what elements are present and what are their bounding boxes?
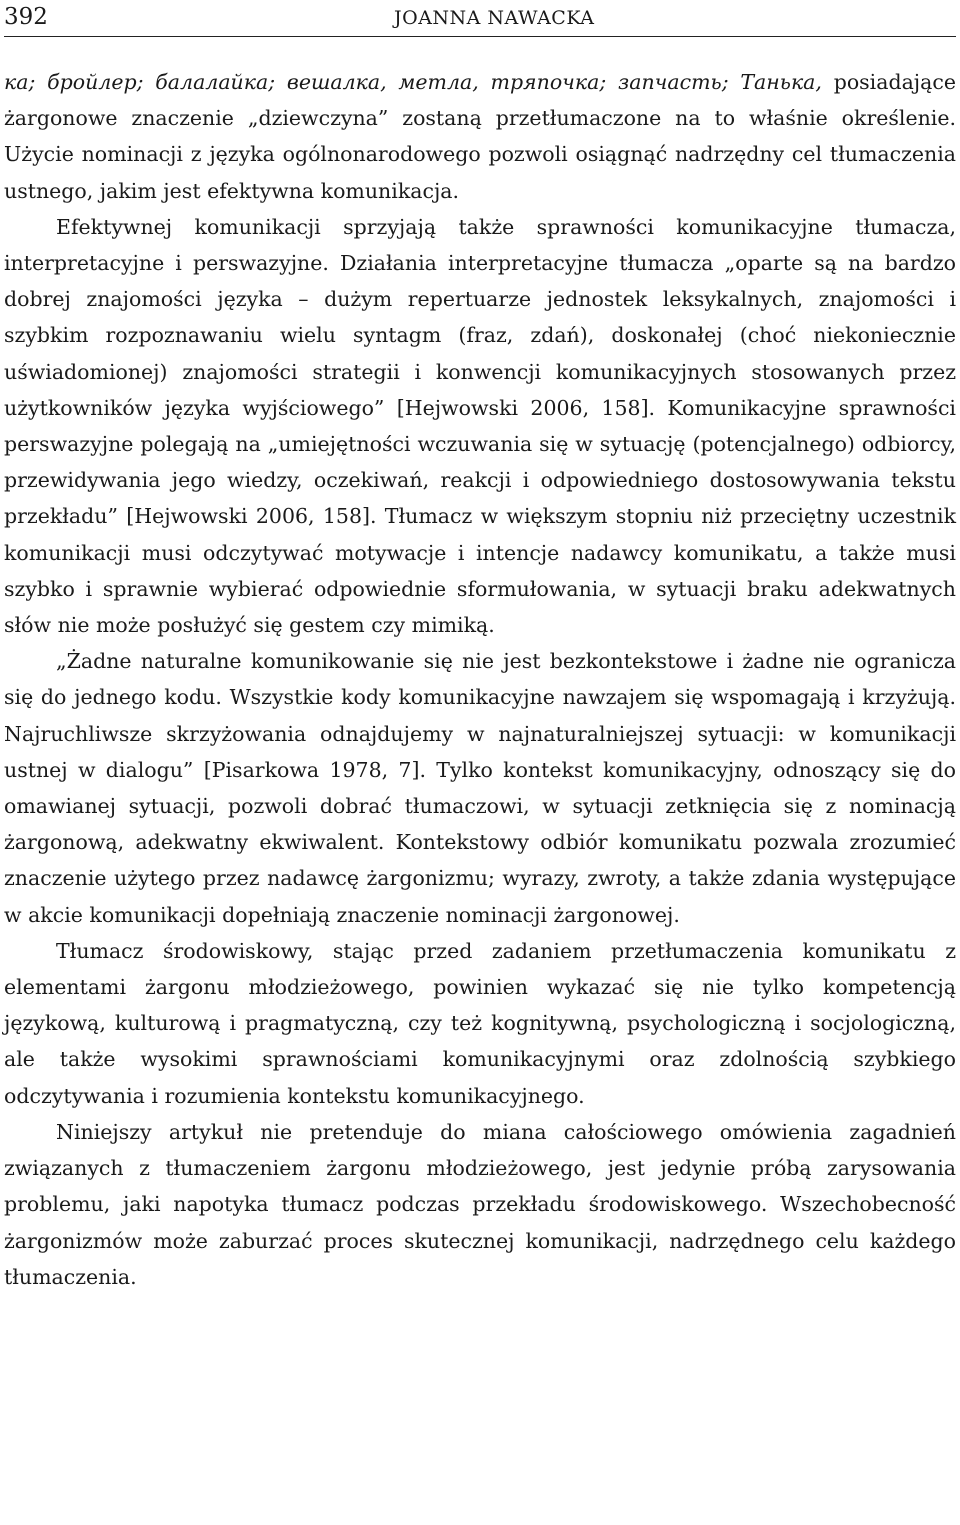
cyrillic-examples: ка; бройлер; балалайка; вешалка, метла, тряпочка; запчасть; Танька, [4,70,822,94]
page [4,0,956,1295]
paragraph: Tłumacz środowiskowy, stając przed zadaniem przetłumaczenia komunikatu z elementami żargonu młodzieżowego, powinien wykazać się nie tylko kompetencją językową, kulturową i pragmatyczną, czy też kognitywną, psychologiczną i socjologiczną, ale także wysokimi sprawnościami komunikacyjnymi oraz zdolnością szybkiego odczytywania i rozumienia kontekstu komunikacyjnego. [4,938,956,1108]
running-head-author: JOANNA NAWACKA [394,7,595,29]
running-head [4,0,956,37]
body-text [4,64,956,1295]
paragraph-continued [4,64,956,209]
paragraph: Efektywnej komunikacji sprzyjają także sprawności komunikacyjne tłumacza, interpretacyjne i perswazyjne. Działania interpretacyjne tłumacza „oparte są na bardzo dobrej znajomości języka – dużym repertuarze jednostek leksykalnych, znajomości i szybkim rozpoznawaniu wielu syntagm (fraz, zdań), doskonałej (choć niekoniecznie uświadomionej) znajomości strategii i konwencji komunikacyjnych stosowanych przez użytkowników języka wyjściowego” [Hejwowski 2006, 158]. Komunikacyjne sprawności perswazyjne polegają na „umiejętności wczuwania się w sytuację (potencjalnego) odbiorcy, przewidywania jego wiedzy, oczekiwań, reakcji i odpowiedniego dostosowywania tekstu przekładu” [Hejwowski 2006, 158]. Tłumacz w większym stopniu niż przeciętny uczestnik komunikacji musi odczytywać motywacje i intencje nadawcy komunikatu, a także musi szybko i sprawnie wybierać odpowiednie sformułowania, w sytuacji braku adekwatnych słów nie może posłużyć się gestem czy mimiką. [4,214,956,638]
paragraph: „Żadne naturalne komunikowanie się nie jest bezkontekstowe i żadne nie ogranicza się do jednego kodu. Wszystkie kody komunikacyjne nawzajem się wspomagają i krzyżują. Najruchliwsze skrzyżowania odnajdujemy w najnaturalniejszej sytuacji: w komunikacji ustnej w dialogu” [Pisarkowa 1978, 7]. Tylko kontekst komunikacyjny, odnoszący się do omawianej sytuacji, pozwoli dobrać tłumaczowi, w sytuacji zetknięcia się z nominacją żargonową, adekwatny ekwiwalent. Kontekstowy odbiór komunikatu pozwala zrozumieć znaczenie użytego przez nadawcę żargonizmu; wyrazy, zwroty, a także zdania występujące w akcie komunikacji dopełniają znaczenie nominacji żargonowej. [4,649,956,927]
paragraph: Niniejszy artykuł nie pretenduje do miana całościowego omówienia zagadnień związanych z tłumaczeniem żargonu młodzieżowego, jest jedynie próbą zarysowania problemu, jaki napotyka tłumacz podczas przekładu środowiskowego. Wszechobecność żargonizmów może zaburzać proces skutecznej komunikacji, nadrzędnego celu każdego tłumaczenia. [4,1119,956,1289]
paragraph-text: posiadające żargonowe znaczenie „dziewczyna” zostaną przetłumaczone na to właśnie określenie. Użycie nominacji z języka ogólnonarodowego pozwoli osiągnąć nadrzędny cel tłumaczenia ustnego, jakim jest efektywna komunikacja. [4,70,956,203]
page-number: 392 [4,4,48,30]
